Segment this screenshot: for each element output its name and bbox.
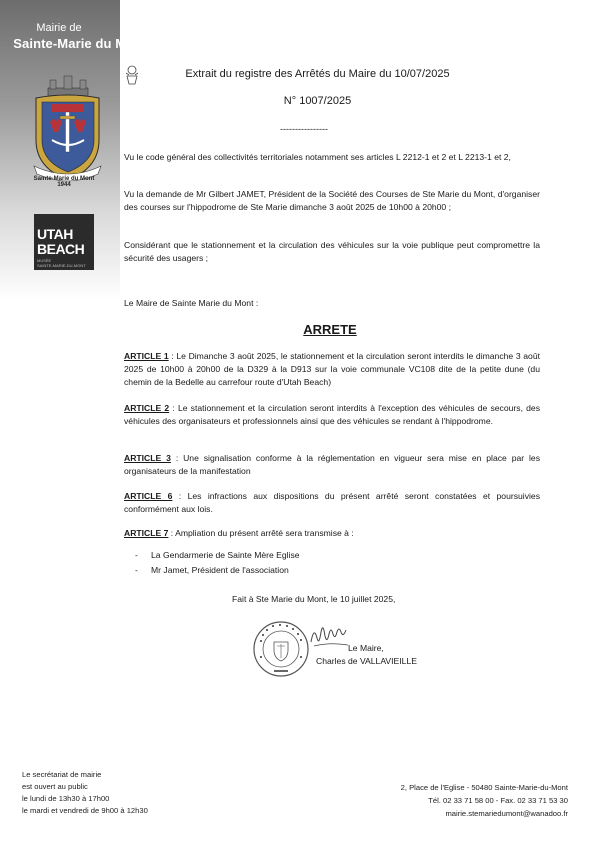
document-title: Extrait du registre des Arrêtés du Maire du 10/07/2025 (185, 68, 450, 80)
title-separator: ---------------- (280, 124, 328, 134)
article-6 (124, 490, 540, 516)
mairie-seal-stamp-icon (252, 620, 310, 678)
article-3 (124, 452, 540, 478)
footer-hours-line: le mardi et vendredi de 9h00 à 12h30 (22, 806, 148, 815)
footer-email: mairie.stemariedumont@wanadoo.fr (445, 809, 568, 818)
vu-code-paragraph: Vu le code général des collectivités territoriales notamment ses articles L 2212-1 et 2 et L 2213-1 et 2, (124, 152, 511, 162)
recipient-name: Mr Jamet, Président de l'association (151, 565, 289, 575)
vu-demande-paragraph: Vu la demande de Mr Gilbert JAMET, Président de la Société des Courses de Ste Marie du Mont, d'organiser des courses sur l'hippodrome de Ste Marie dimanche 3 août 2025 de 10h00 à 20h00 ; (124, 189, 540, 212)
arrete-heading: ARRETE (303, 322, 357, 337)
document-number: N° 1007/2025 (283, 95, 352, 107)
utah-logo-line4: SAINTE-MARIE-DU-MONT (37, 263, 86, 268)
utah-logo-line2: BEACH (37, 241, 85, 257)
article-label: ARTICLE 6 (124, 491, 173, 501)
utah-beach-logo (34, 214, 94, 270)
considerant-paragraph: Considérant que le stationnement et la circulation des véhicules sur la voie publique peut compromettre la sécurité des usagers ; (124, 240, 540, 263)
signatory-name: Charles de VALLAVIEILLE (316, 656, 417, 666)
article-text: : Le stationnement et la circulation seront interdits à l'exception des véhicules de secours, des véhicules des organisateurs et professionnels ainsi que des véhicules se rendant à l'hippodrome. (124, 403, 540, 426)
article-text: : Ampliation du présent arrêté sera transmise à : (168, 528, 354, 538)
utah-logo-line3: MUSÉE (37, 258, 52, 263)
article-label: ARTICLE 3 (124, 453, 171, 463)
footer-hours-line: Le secrétariat de mairie (22, 770, 102, 779)
article-text: : Une signalisation conforme à la réglementation en vigueur sera mise en place par les organisateurs de la manifestation (124, 453, 540, 476)
mairie-name: Sainte-Marie du Mont (13, 36, 147, 51)
recipient-item: - La Gendarmerie de Sainte Mère Eglise (135, 550, 300, 560)
le-maire-line: Le Maire de Sainte Marie du Mont : (124, 298, 259, 308)
fait-a-line: Fait à Ste Marie du Mont, le 10 juillet 2025, (232, 594, 396, 604)
recipient-name: La Gendarmerie de Sainte Mère Eglise (151, 550, 300, 560)
republic-emblem-icon (124, 64, 140, 86)
signatory-title: Le Maire, (348, 643, 384, 653)
utah-logo-line1: UTAH (37, 226, 73, 242)
mairie-label: Mairie de (36, 22, 82, 34)
article-text: : Les infractions aux dispositions du présent arrêté seront constatées et poursuivies conformément aux lois. (124, 491, 540, 514)
recipient-item: - Mr Jamet, Président de l'association (135, 565, 289, 575)
article-label: ARTICLE 2 (124, 403, 170, 413)
article-label: ARTICLE 7 (124, 528, 169, 538)
footer-hours-line: est ouvert au public (22, 782, 88, 791)
article-label: ARTICLE 1 (124, 351, 169, 361)
coat-of-arms-motto: Sainte-Marie du Mont 1944 (33, 176, 95, 188)
article-2 (124, 402, 540, 428)
coat-of-arms-icon (30, 70, 105, 190)
article-1 (124, 350, 540, 389)
footer-hours-line: le lundi de 13h30 à 17h00 (22, 794, 110, 803)
footer-phone: Tél. 02 33 71 58 00 - Fax. 02 33 71 53 30 (428, 796, 568, 805)
article-text: : Le Dimanche 3 août 2025, le stationnement et la circulation seront interdits le dimanche 3 août 2025 de 10h00 à 20h00 de la D329 à la D913 sur la voie communale VC108 dite de la petite dune (du chemin de la Bedelle au carrefour route d'Utah Beach) (124, 351, 540, 387)
footer-address: 2, Place de l'Eglise - 50480 Sainte-Marie-du-Mont (400, 783, 568, 792)
article-7 (124, 527, 540, 540)
